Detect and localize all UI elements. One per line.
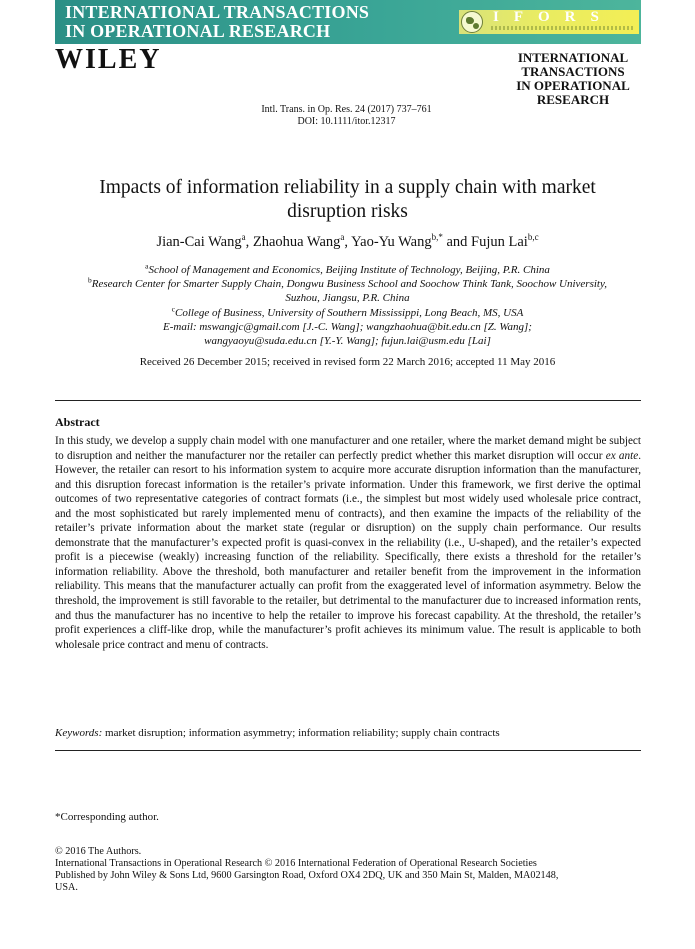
journal-name-line: IN OPERATIONAL <box>516 78 630 93</box>
abstract-heading: Abstract <box>55 415 100 429</box>
author-separator: and <box>442 234 472 250</box>
journal-name-line: RESEARCH <box>536 92 610 107</box>
corresponding-author-note: *Corresponding author. <box>55 811 159 823</box>
journal-banner <box>55 0 641 44</box>
author-separator: , <box>245 234 253 250</box>
banner-title <box>65 3 369 41</box>
affiliation-marker: c <box>171 303 176 313</box>
ifors-logo <box>459 10 639 34</box>
affiliation-marker: b <box>88 275 92 285</box>
publisher-logo: WILEY <box>55 44 162 75</box>
ifors-logo-text: IFORS <box>493 9 614 25</box>
affiliation-line <box>40 263 655 277</box>
globe-icon <box>461 11 483 33</box>
affiliation-line <box>40 334 655 348</box>
citation-volume: Intl. Trans. in Op. Res. 24 (2017) 737–761 <box>261 104 432 115</box>
affiliation-text: Research Center for Smarter Supply Chain, Dongwu Business School and Soochow Think Tank, Soochow University, <box>91 278 607 291</box>
abstract-text: In this study, we develop a supply chain model with one manufacturer and one retailer, where the market demand might be subject to disruption and neither the manufacturer nor the retailer can perfectly predict whether this market disruption will occur <box>55 435 641 462</box>
affiliation-line <box>40 277 655 291</box>
author-list <box>40 234 655 251</box>
author-name: Yao-Yu Wang <box>351 234 432 250</box>
publisher-address: USA. <box>55 882 78 893</box>
affiliation-text: Suzhou, Jiangsu, P.R. China <box>285 292 410 305</box>
author-separator: , <box>344 234 352 250</box>
journal-name-box <box>508 51 638 107</box>
banner-title-line-1: INTERNATIONAL TRANSACTIONS <box>65 2 370 22</box>
received-dates: Received 26 December 2015; received in revised form 22 March 2016; accepted 11 May 2016 <box>139 356 556 368</box>
email-line: wangyaoyu@suda.edu.cn [Y.-Y. Wang]; fujun.lai@usm.edu [Lai] <box>204 335 491 348</box>
keywords-label: Keywords: <box>55 727 103 739</box>
abstract-italic-term: ex ante <box>605 449 639 462</box>
author-affiliation-marker: a <box>241 232 246 243</box>
affiliation-line <box>40 303 655 320</box>
author-name: Zhaohua Wang <box>252 234 341 250</box>
banner-title-line-2: IN OPERATIONAL RESEARCH <box>65 21 331 41</box>
affiliation-marker: a <box>145 261 149 271</box>
affiliation-line <box>40 320 655 334</box>
author-affiliation-marker: a <box>340 232 345 243</box>
email-line: E-mail: mswangjc@gmail.com [J.-C. Wang]; wangzhaohua@bit.edu.cn [Z. Wang]; <box>163 320 532 333</box>
copyright-footer <box>55 846 655 894</box>
affiliation-text: School of Management and Economics, Beijing Institute of Technology, Beijing, P.R. China <box>148 264 550 276</box>
author-name: Jian-Cai Wang <box>156 234 242 250</box>
publisher-address: Published by John Wiley & Sons Ltd, 9600 Garsington Road, Oxford OX4 2DQ, UK and 350 Main St, Malden, MA02148, <box>55 870 559 881</box>
affiliations <box>40 263 655 348</box>
citation-doi: DOI: 10.1111/itor.12317 <box>297 116 396 127</box>
citation <box>180 104 513 128</box>
paper-title-line-2: disruption risks <box>287 201 408 222</box>
copyright-line: © 2016 The Authors. <box>55 846 142 857</box>
author-affiliation-marker: b,* <box>431 232 443 243</box>
keywords <box>55 727 641 739</box>
author-affiliation-marker: b,c <box>527 232 539 243</box>
paper-title-line-1: Impacts of information reliability in a supply chain with market <box>99 177 596 198</box>
abstract-body <box>55 434 641 652</box>
journal-name-line: INTERNATIONAL <box>517 50 629 65</box>
abstract-bottom-rule <box>55 750 641 751</box>
ifors-tagline-graphic <box>491 26 633 30</box>
author-name: Fujun Lai <box>471 234 528 250</box>
paper-title <box>40 176 655 224</box>
abstract-text: . However, the retailer can resort to his information system to acquire more accurate disruption information than the manufacturer, and this disruption forecast information is the retailer’s private information. Under this framework, we first derive the optimal outcomes of two representative categories of contract formats (i.e., the simplest but most widely used wholesale price contract, and the most sophisticated but rarely implemented menu of contracts), and then examine the impacts of the reliability of the retailer’s private information about the market state (regular or disruption) on the supply chain performance. Our results demonstrate that the manufacturer’s expected profit is quasi-convex in the reliability (i.e., U-shaped), and the retailer’s expected profit is a piecewise (weakly) increasing function of the reliability. Specifically, there exists a threshold for the retailer’s information reliability. Above the threshold, both manufacturer and retailer benefit from the improvement in the information reliability. This means that the manufacturer actually can profit from the exaggerated level of information asymmetry. Below the threshold, the improvement is still favorable to the retailer, but detrimental to the manufacturer due to increased information rents, and thus the manufacturer has no incentive to help the retailer to improve his forecast capability. At the threshold, the retailer’s profit experiences a cliff-like drop, while the manufacturer’s profit achieves its minimum value. The result is applicable to both wholesale price contract and menu of contracts. <box>55 449 641 651</box>
copyright-line: International Transactions in Operational Research © 2016 International Federation of Operational Research Societies <box>55 858 537 869</box>
abstract-top-rule <box>55 400 641 401</box>
affiliation-text: College of Business, University of Southern Mississippi, Long Beach, MS, USA <box>175 306 524 319</box>
keywords-list: market disruption; information asymmetry; information reliability; supply chain contracts <box>102 727 500 739</box>
affiliation-line <box>40 291 655 305</box>
journal-name-line: TRANSACTIONS <box>521 64 625 79</box>
